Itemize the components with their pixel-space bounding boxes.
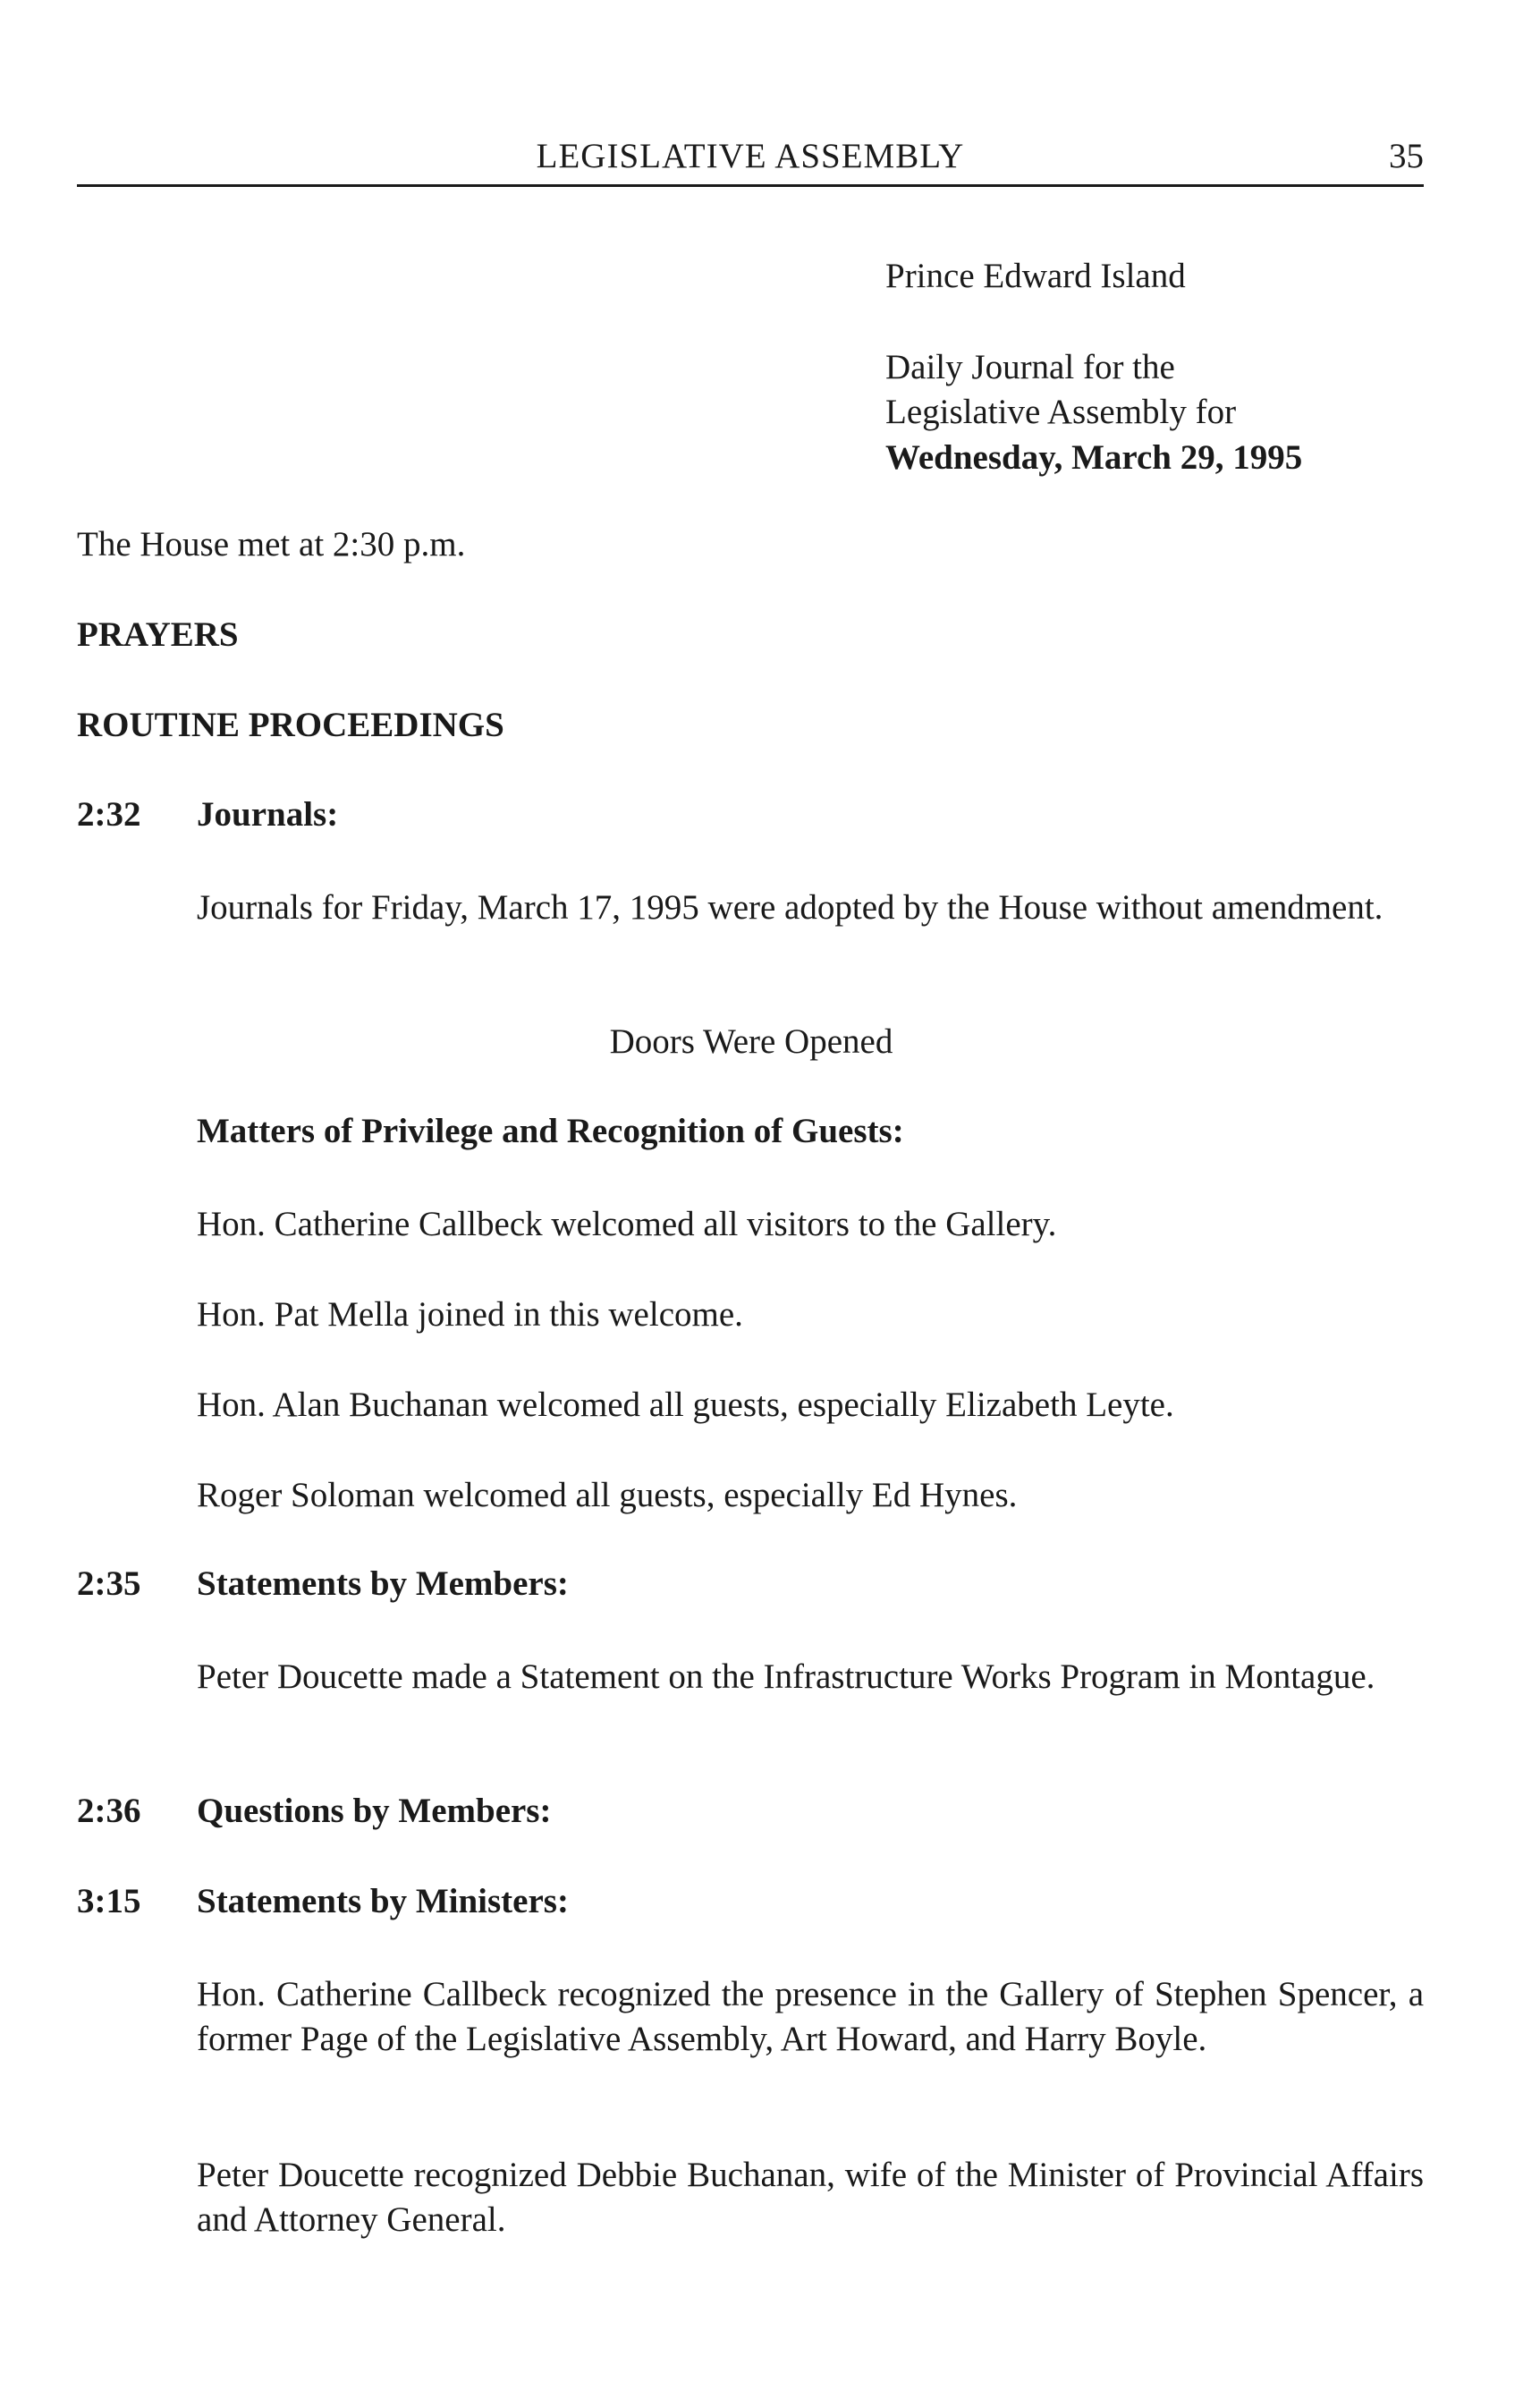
statements-ministers-time: 3:15: [77, 1882, 141, 1920]
privilege-item: Hon. Catherine Callbeck welcomed all visitors to the Gallery.: [197, 1205, 1057, 1243]
running-title: LEGISLATIVE ASSEMBLY: [536, 137, 965, 175]
page-number: 35: [1389, 137, 1424, 175]
journals-text: Journals for Friday, March 17, 1995 were adopted by the House without amendment.: [197, 888, 1383, 927]
journals-heading: Journals:: [197, 795, 339, 834]
statements-ministers-heading: Statements by Ministers:: [197, 1882, 569, 1920]
statements-members-text: Peter Doucette made a Statement on the Infrastructure Works Program in Montague.: [197, 1657, 1375, 1696]
journal-title-line2: Legislative Assembly for: [885, 393, 1237, 431]
prayers-heading: PRAYERS: [77, 615, 239, 654]
province-name: Prince Edward Island: [885, 257, 1186, 295]
privilege-item: Hon. Pat Mella joined in this welcome.: [197, 1295, 743, 1334]
privilege-item: Hon. Alan Buchanan welcomed all guests, especially Elizabeth Leyte.: [197, 1386, 1174, 1424]
doors-opened-note: Doors Were Opened: [609, 1022, 893, 1061]
statements-ministers-item: Hon. Catherine Callbeck recognized the presence in the Gallery of Stephen Spencer, a former Page of the Legislative Assembly, Art Howard, and Harry Boyle.: [197, 1975, 1424, 2058]
journal-date: Wednesday, March 29, 1995: [885, 438, 1303, 477]
journal-title-line1: Daily Journal for the: [885, 348, 1175, 386]
statements-members-time: 2:35: [77, 1564, 141, 1603]
statements-ministers-item: Peter Doucette recognized Debbie Buchanan, wife of the Minister of Provincial Affairs and Attorney General.: [197, 2156, 1424, 2239]
questions-heading: Questions by Members:: [197, 1792, 552, 1830]
journals-time: 2:32: [77, 795, 141, 834]
questions-time: 2:36: [77, 1792, 141, 1830]
privilege-heading: Matters of Privilege and Recognition of Guests:: [197, 1112, 904, 1150]
routine-proceedings-heading: ROUTINE PROCEEDINGS: [77, 706, 504, 744]
statements-members-heading: Statements by Members:: [197, 1564, 569, 1603]
house-met-line: The House met at 2:30 p.m.: [77, 525, 466, 564]
privilege-item: Roger Soloman welcomed all guests, especially Ed Hynes.: [197, 1476, 1018, 1514]
running-header: [77, 132, 1424, 187]
